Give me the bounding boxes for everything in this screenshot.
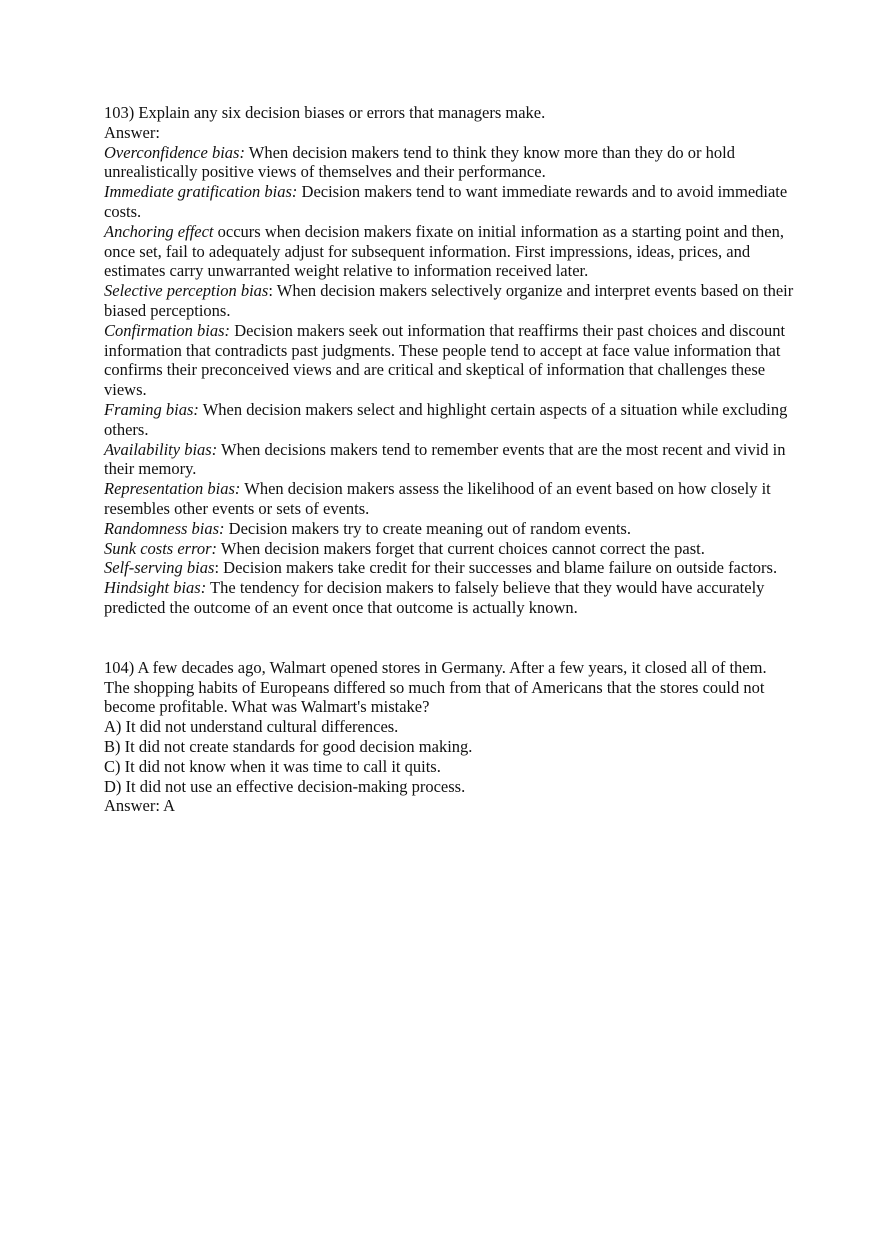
bias-item <box>104 321 794 400</box>
bias-description: When decision makers tend to think they know more than they do or hold unrealistically positive views of themselves and their performance. <box>104 142 735 182</box>
bias-term: Representation bias: <box>104 479 241 499</box>
section-spacer <box>104 618 794 658</box>
answer-label: Answer: <box>104 122 160 142</box>
bias-term: Randomness bias: <box>104 518 225 538</box>
bias-item <box>104 578 794 618</box>
bias-item <box>104 539 794 559</box>
bias-term: Self-serving bias <box>104 558 215 578</box>
bias-description: Decision makers tend to want immediate rewards and to avoid immediate costs. <box>104 182 788 221</box>
bias-item <box>104 400 794 440</box>
option-d: D) It did not use an effective decision-making process. <box>104 776 466 796</box>
bias-description: : Decision makers take credit for their successes and blame failure on outside factors. <box>214 558 778 578</box>
bias-item <box>104 222 794 281</box>
bias-term: Hindsight bias: <box>104 578 207 598</box>
bias-item <box>104 479 794 519</box>
bias-item <box>104 519 794 539</box>
bias-description: When decisions makers tend to remember events that are the most recent and vivid in their memory. <box>104 439 786 479</box>
bias-description: When decision makers forget that current choices cannot correct the past. <box>217 538 705 558</box>
bias-item <box>104 440 794 480</box>
bias-item <box>104 281 794 321</box>
answer-104: Answer: A <box>104 796 176 816</box>
bias-term: Selective perception bias <box>104 281 269 301</box>
question-103-text: 103) Explain any six decision biases or errors that managers make. <box>104 103 546 122</box>
document-page <box>104 103 794 816</box>
question-104-text: 104) A few decades ago, Walmart opened stores in Germany. After a few years, it closed all of them. The shopping habits of Europeans differed so much from that of Americans that the stores could not become profitable. What was Walmart's mistake? <box>104 657 767 717</box>
bias-description: occurs when decision makers fixate on initial information as a starting point and then, once set, fail to adequately adjust for subsequent information. First impressions, ideas, prices, and estimates carry unwarranted weight relative to information received later. <box>104 221 784 281</box>
bias-description: When decision makers assess the likelihood of an event based on how closely it resembles other events or sets of events. <box>104 479 771 518</box>
bias-term: Framing bias: <box>104 399 199 419</box>
bias-description: : When decision makers selectively organize and interpret events based on their biased perceptions. <box>104 281 794 320</box>
option-c: C) It did not know when it was time to call it quits. <box>104 756 441 776</box>
bias-description: Decision makers try to create meaning out of random events. <box>224 518 631 538</box>
bias-term: Sunk costs error: <box>104 538 218 558</box>
bias-term: Anchoring effect <box>104 221 214 241</box>
bias-description: The tendency for decision makers to falsely believe that they would have accurately predicted the outcome of an event once that outcome is actually known. <box>104 578 765 617</box>
bias-item <box>104 182 794 222</box>
option-b: B) It did not create standards for good decision making. <box>104 736 473 756</box>
bias-term: Immediate gratification bias: <box>104 182 298 202</box>
bias-term: Overconfidence bias: <box>104 142 245 162</box>
question-104 <box>104 658 794 816</box>
bias-description: When decision makers select and highlight certain aspects of a situation while excluding others. <box>104 399 788 439</box>
bias-description: Decision makers seek out information that reaffirms their past choices and discount information that contradicts past judgments. These people tend to accept at face value information that confirms their preconceived views and are critical and skeptical of information that challenges these views. <box>104 320 786 400</box>
bias-item <box>104 558 794 578</box>
question-103 <box>104 103 794 618</box>
option-a: A) It did not understand cultural differences. <box>104 717 399 737</box>
bias-term: Confirmation bias: <box>104 320 231 340</box>
bias-term: Availability bias: <box>104 439 218 459</box>
bias-item <box>104 143 794 183</box>
